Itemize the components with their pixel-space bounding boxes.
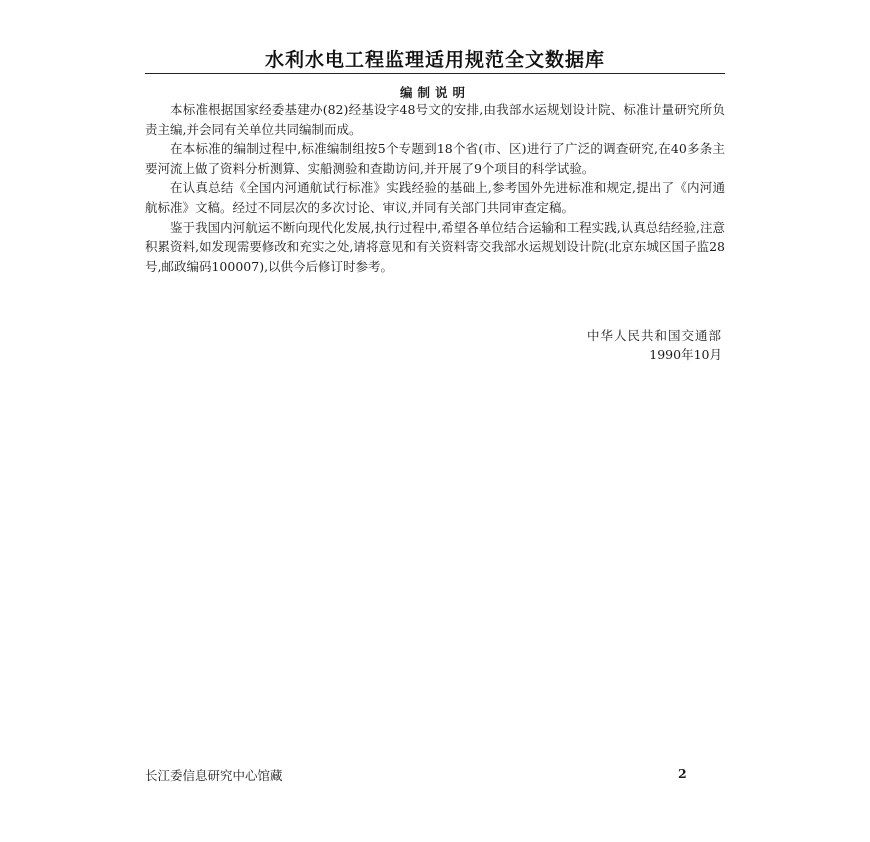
paragraph: 鉴于我国内河航运不断向现代化发展,执行过程中,希望各单位结合运输和工程实践,认真总结经验,注意积累资料,如发现需要修改和充实之处,请将意见和有关资料寄交我部水运规划设计院(北京东城区国子监28号,邮政编码100007),以供今后修订时参考。 [145,219,725,274]
document-body [145,100,725,276]
paragraph: 在认真总结《全国内河通航试行标准》实践经验的基础上,参考国外先进标准和规定,提出了《内河通航标准》文稿。经过不同层次的多次讨论、审议,并同有关部门共同审查定稿。 [145,180,725,215]
paragraph: 在本标准的编制过程中,标准编制组按5个专题到18个省(市、区)进行了广泛的调查研究,在40多条主要河流上做了资料分析测算、实船测验和查勘访问,并开展了9个项目的科学试验。 [145,141,725,176]
signature-date: 1990年10月 [649,347,722,362]
header-divider [145,73,725,74]
document-header-title: 水利水电工程监理适用规范全文数据库 [264,49,605,71]
paragraph: 本标准根据国家经委基建办(82)经基设字48号文的安排,由我部水运规划设计院、标准计量研究所负责主编,并会同有关单位共同编制而成。 [145,102,725,137]
footer-source: 长江委信息研究中心馆藏 [145,768,283,783]
section-title: 编制说明 [399,85,470,100]
signature-organization: 中华人民共和国交通部 [586,328,722,343]
page-number: 2 [678,766,687,781]
